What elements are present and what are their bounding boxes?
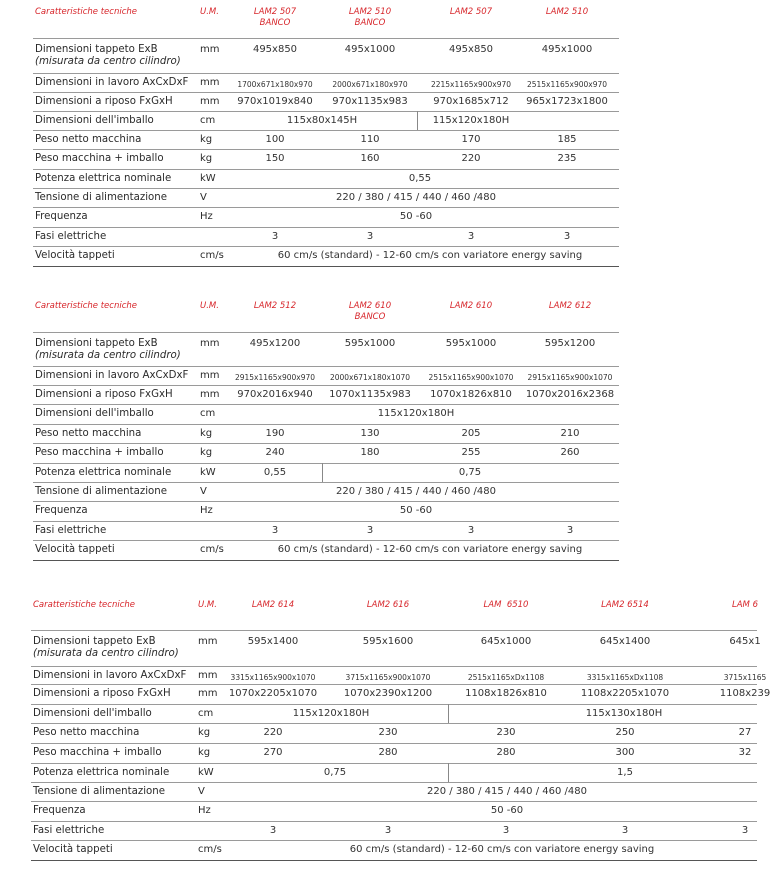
row-label-text: Potenza elettrica nominale bbox=[35, 173, 172, 184]
row-label-text: Dimensioni a riposo FxGxH bbox=[35, 389, 173, 400]
cell-value: 3 bbox=[271, 525, 279, 536]
row-label bbox=[35, 370, 188, 382]
cell-value: 595x1200 bbox=[544, 338, 596, 349]
model-header: LAM 6510 bbox=[483, 600, 529, 610]
row-label bbox=[35, 505, 88, 517]
row-unit: kg bbox=[200, 428, 213, 439]
row-label-text: Velocità tappeti bbox=[35, 250, 115, 261]
row-divider bbox=[33, 366, 619, 367]
cell-value: 115x120x180H bbox=[377, 408, 455, 419]
row-unit: V bbox=[200, 486, 207, 497]
cell-value: 595x1000 bbox=[445, 338, 497, 349]
cell-value: 970x1019x840 bbox=[237, 96, 313, 107]
row-unit: cm/s bbox=[200, 544, 224, 555]
cell-value: 495x1000 bbox=[541, 44, 593, 55]
cell-value: 595x1600 bbox=[362, 636, 414, 647]
cell-value: 60 cm/s (standard) - 12-60 cm/s con variatore energy saving bbox=[349, 844, 655, 855]
cell-value: 0,55 bbox=[408, 173, 432, 184]
cell-value: 3 bbox=[366, 525, 374, 536]
row-label-text: Potenza elettrica nominale bbox=[33, 767, 170, 778]
cell-value: 205 bbox=[461, 428, 481, 439]
row-label-text: Dimensioni tappeto ExB bbox=[35, 44, 158, 55]
model-header: LAM2 512 bbox=[253, 301, 297, 311]
cell-value: 250 bbox=[615, 727, 635, 738]
row-label bbox=[35, 338, 181, 362]
cell-value: 970x2016x940 bbox=[237, 389, 313, 400]
cell-value: 495x850 bbox=[448, 44, 494, 55]
row-unit: mm bbox=[200, 370, 220, 381]
cell-value: 2515x1165x900x1070 bbox=[428, 373, 514, 382]
row-label bbox=[35, 173, 171, 185]
row-label bbox=[35, 134, 141, 146]
cell-value: 3 bbox=[621, 825, 629, 836]
cell-value: 645x1400 bbox=[599, 636, 651, 647]
row-label bbox=[33, 825, 104, 837]
cell-value: 3 bbox=[566, 525, 574, 536]
row-label bbox=[35, 115, 154, 127]
cell-value: 2515x1165x900x970 bbox=[526, 80, 608, 89]
row-divider bbox=[31, 840, 757, 841]
row-unit: kg bbox=[200, 447, 213, 458]
row-divider bbox=[33, 169, 619, 170]
row-label-text: Dimensioni in lavoro AxCxDxF bbox=[33, 670, 187, 681]
cell-value: 970x1685x712 bbox=[433, 96, 509, 107]
row-label bbox=[35, 77, 188, 89]
row-label-note: (misurata da centro cilindro) bbox=[33, 648, 179, 659]
model-header: LAM2 507 BANCO bbox=[253, 7, 297, 28]
cell-value: 1,5 bbox=[617, 767, 633, 778]
row-divider bbox=[31, 763, 757, 764]
row-unit: kg bbox=[200, 153, 213, 164]
cell-value: 3315x1165x900x1070 bbox=[230, 673, 316, 682]
cell-value: 130 bbox=[360, 428, 380, 439]
row-divider bbox=[33, 266, 619, 267]
unit-header: U.M. bbox=[198, 600, 217, 610]
row-divider bbox=[31, 743, 757, 744]
model-header: LAM2 507 bbox=[449, 7, 493, 17]
model-header: LAM2 6514 bbox=[601, 600, 649, 610]
model-header: LAM2 510 bbox=[545, 7, 589, 17]
row-divider bbox=[33, 463, 619, 464]
cell-value: 3 bbox=[502, 825, 510, 836]
cell-value: 230 bbox=[496, 727, 516, 738]
cell-value: 645x1000 bbox=[480, 636, 532, 647]
row-unit: cm bbox=[200, 408, 216, 419]
cell-value: 1070x2390x1200 bbox=[343, 688, 433, 699]
row-label bbox=[33, 727, 139, 739]
cell-value: 220 bbox=[263, 727, 283, 738]
cell-value: 595x1000 bbox=[344, 338, 396, 349]
row-label-text: Dimensioni tappeto ExB bbox=[35, 338, 158, 349]
row-label bbox=[35, 408, 154, 420]
cell-value: 2915x1165x900x970 bbox=[234, 373, 316, 382]
row-unit: mm bbox=[198, 688, 218, 699]
cell-value: 495x850 bbox=[252, 44, 298, 55]
row-divider bbox=[31, 684, 757, 685]
model-header: LAM2 614 bbox=[251, 600, 295, 610]
row-label-text: Velocità tappeti bbox=[35, 544, 115, 555]
row-label-text: Peso netto macchina bbox=[33, 727, 140, 738]
cell-value: 3 bbox=[366, 231, 374, 242]
cell-value: 595x1400 bbox=[247, 636, 299, 647]
column-divider bbox=[417, 111, 418, 130]
row-label-text: Frequenza bbox=[35, 211, 88, 222]
row-divider bbox=[31, 860, 757, 861]
row-unit: kg bbox=[200, 134, 213, 145]
model-header: LAM 6 bbox=[732, 600, 758, 610]
cell-value: 220 / 380 / 415 / 440 / 460 /480 bbox=[336, 486, 496, 497]
row-label bbox=[35, 211, 88, 223]
row-label-text: Dimensioni dell'imballo bbox=[35, 408, 154, 419]
row-label-text: Potenza elettrica nominale bbox=[35, 467, 172, 478]
cell-value: 50 -60 bbox=[399, 211, 433, 222]
cell-value: 27 bbox=[738, 727, 752, 738]
cell-value: 220 / 380 / 415 / 440 / 460 /480 bbox=[427, 786, 587, 797]
row-label-text: Frequenza bbox=[33, 805, 86, 816]
cell-value: 0,55 bbox=[263, 467, 287, 478]
cell-value: 2000x671x180x1070 bbox=[329, 373, 411, 382]
unit-header: U.M. bbox=[200, 301, 219, 311]
table-caption: Caratteristiche tecniche bbox=[35, 7, 137, 17]
row-label bbox=[35, 486, 167, 498]
model-header: LAM2 610 BANCO bbox=[348, 301, 392, 322]
row-divider bbox=[33, 149, 619, 150]
cell-value: 2000x671x180x970 bbox=[332, 80, 408, 89]
cell-value: 300 bbox=[615, 747, 635, 758]
cell-value: 3 bbox=[741, 825, 749, 836]
cell-value: 220 bbox=[461, 153, 481, 164]
row-label bbox=[33, 786, 165, 798]
row-unit: mm bbox=[200, 44, 220, 55]
row-divider bbox=[31, 666, 757, 667]
row-label bbox=[33, 708, 152, 720]
row-unit: kW bbox=[200, 467, 216, 478]
model-header: LAM2 612 bbox=[548, 301, 592, 311]
cell-value: 115x130x180H bbox=[585, 708, 663, 719]
cell-value: 3 bbox=[271, 231, 279, 242]
row-label bbox=[35, 192, 167, 204]
table-caption: Caratteristiche tecniche bbox=[33, 600, 135, 610]
row-divider bbox=[33, 188, 619, 189]
row-label-note: (misurata da centro cilindro) bbox=[35, 350, 181, 361]
row-divider bbox=[33, 482, 619, 483]
row-label-text: Peso macchina + imballo bbox=[35, 447, 164, 458]
row-label-text: Fasi elettriche bbox=[35, 525, 107, 536]
row-label-text: Peso netto macchina bbox=[35, 428, 142, 439]
cell-value: 50 -60 bbox=[399, 505, 433, 516]
row-unit: V bbox=[200, 192, 207, 203]
row-label bbox=[35, 525, 106, 537]
row-label bbox=[33, 636, 179, 660]
column-divider bbox=[448, 763, 449, 782]
row-divider bbox=[33, 130, 619, 131]
row-unit: kW bbox=[198, 767, 214, 778]
row-label bbox=[35, 231, 106, 243]
cell-value: 115x120x180H bbox=[432, 115, 510, 126]
cell-value: 3 bbox=[467, 231, 475, 242]
row-divider bbox=[33, 73, 619, 74]
row-unit: cm bbox=[200, 115, 216, 126]
row-label-text: Frequenza bbox=[35, 505, 88, 516]
cell-value: 100 bbox=[265, 134, 285, 145]
header-divider bbox=[33, 38, 619, 39]
table-caption: Caratteristiche tecniche bbox=[35, 301, 137, 311]
cell-value: 185 bbox=[557, 134, 577, 145]
header-divider bbox=[31, 630, 757, 631]
cell-value: 190 bbox=[265, 428, 285, 439]
cell-value: 965x1723x1800 bbox=[526, 96, 608, 107]
row-label bbox=[33, 805, 86, 817]
cell-value: 1108x2205x1070 bbox=[580, 688, 670, 699]
cell-value: 115x80x145H bbox=[286, 115, 358, 126]
row-divider bbox=[33, 443, 619, 444]
row-divider bbox=[33, 227, 619, 228]
cell-value: 1070x1135x983 bbox=[329, 389, 411, 400]
row-divider bbox=[33, 521, 619, 522]
row-divider bbox=[33, 385, 619, 386]
row-label-text: Dimensioni a riposo FxGxH bbox=[35, 96, 173, 107]
row-unit: kW bbox=[200, 173, 216, 184]
row-label bbox=[33, 844, 113, 856]
row-unit: mm bbox=[200, 77, 220, 88]
cell-value: 210 bbox=[560, 428, 580, 439]
row-divider bbox=[33, 540, 619, 541]
row-label bbox=[35, 467, 171, 479]
row-label-text: Dimensioni dell'imballo bbox=[33, 708, 152, 719]
cell-value: 280 bbox=[378, 747, 398, 758]
row-unit: mm bbox=[198, 670, 218, 681]
cell-value: 495x1000 bbox=[344, 44, 396, 55]
cell-value: 3 bbox=[467, 525, 475, 536]
row-label bbox=[35, 44, 181, 68]
row-unit: mm bbox=[198, 636, 218, 647]
row-divider bbox=[33, 92, 619, 93]
row-divider bbox=[33, 501, 619, 502]
row-unit: Hz bbox=[198, 805, 211, 816]
cell-value: 110 bbox=[360, 134, 380, 145]
model-header: LAM2 616 bbox=[366, 600, 410, 610]
row-label-text: Dimensioni dell'imballo bbox=[35, 115, 154, 126]
row-unit: mm bbox=[200, 338, 220, 349]
row-label-text: Tensione di alimentazione bbox=[33, 786, 166, 797]
row-label-text: Dimensioni in lavoro AxCxDxF bbox=[35, 77, 189, 88]
row-label bbox=[35, 447, 164, 459]
row-label-text: Peso netto macchina bbox=[35, 134, 142, 145]
cell-value: 2915x1165x900x1070 bbox=[527, 373, 613, 382]
cell-value: 260 bbox=[560, 447, 580, 458]
row-label-text: Dimensioni tappeto ExB bbox=[33, 636, 156, 647]
row-divider bbox=[33, 560, 619, 561]
row-label-text: Tensione di alimentazione bbox=[35, 192, 168, 203]
row-unit: mm bbox=[200, 96, 220, 107]
cell-value: 1700x671x180x970 bbox=[237, 80, 313, 89]
cell-value: 1070x1826x810 bbox=[430, 389, 512, 400]
row-unit: Hz bbox=[200, 505, 213, 516]
cell-value: 3315x1165xDx1108 bbox=[586, 673, 664, 682]
row-label-text: Velocità tappeti bbox=[33, 844, 113, 855]
row-unit: V bbox=[198, 786, 205, 797]
row-label-text: Peso macchina + imballo bbox=[35, 153, 164, 164]
cell-value: 3715x1165 bbox=[723, 673, 767, 682]
cell-value: 1108x1826x810 bbox=[465, 688, 547, 699]
row-divider bbox=[33, 246, 619, 247]
cell-value: 270 bbox=[263, 747, 283, 758]
cell-value: 32 bbox=[738, 747, 752, 758]
row-divider bbox=[31, 704, 757, 705]
row-unit: Hz bbox=[200, 211, 213, 222]
cell-value: 115x120x180H bbox=[292, 708, 370, 719]
column-divider bbox=[322, 463, 323, 482]
cell-value: 645x1 bbox=[729, 636, 761, 647]
row-divider bbox=[33, 111, 619, 112]
row-divider bbox=[31, 782, 757, 783]
row-divider bbox=[31, 723, 757, 724]
row-label-text: Tensione di alimentazione bbox=[35, 486, 168, 497]
cell-value: 180 bbox=[360, 447, 380, 458]
row-label-text: Fasi elettriche bbox=[33, 825, 105, 836]
row-label-text: Fasi elettriche bbox=[35, 231, 107, 242]
cell-value: 2215x1165x900x970 bbox=[430, 80, 512, 89]
cell-value: 1108x239 bbox=[719, 688, 770, 699]
cell-value: 170 bbox=[461, 134, 481, 145]
cell-value: 160 bbox=[360, 153, 380, 164]
row-label-text: Dimensioni a riposo FxGxH bbox=[33, 688, 171, 699]
row-unit: cm/s bbox=[200, 250, 224, 261]
row-unit: kg bbox=[198, 727, 211, 738]
cell-value: 60 cm/s (standard) - 12-60 cm/s con variatore energy saving bbox=[277, 544, 583, 555]
row-label bbox=[33, 670, 186, 682]
cell-value: 2515x1165xDx1108 bbox=[467, 673, 545, 682]
cell-value: 255 bbox=[461, 447, 481, 458]
cell-value: 0,75 bbox=[323, 767, 347, 778]
row-label bbox=[35, 428, 141, 440]
cell-value: 150 bbox=[265, 153, 285, 164]
row-unit: cm/s bbox=[198, 844, 222, 855]
column-divider bbox=[448, 704, 449, 723]
cell-value: 280 bbox=[496, 747, 516, 758]
row-label bbox=[33, 688, 171, 700]
cell-value: 1070x2016x2368 bbox=[525, 389, 615, 400]
cell-value: 235 bbox=[557, 153, 577, 164]
cell-value: 60 cm/s (standard) - 12-60 cm/s con variatore energy saving bbox=[277, 250, 583, 261]
cell-value: 240 bbox=[265, 447, 285, 458]
cell-value: 50 -60 bbox=[490, 805, 524, 816]
cell-value: 3 bbox=[563, 231, 571, 242]
row-label-text: Peso macchina + imballo bbox=[33, 747, 162, 758]
cell-value: 1070x2205x1070 bbox=[228, 688, 318, 699]
row-divider bbox=[31, 801, 757, 802]
cell-value: 230 bbox=[378, 727, 398, 738]
header-divider bbox=[33, 332, 619, 333]
row-label bbox=[35, 153, 164, 165]
cell-value: 0,75 bbox=[458, 467, 482, 478]
row-unit: cm bbox=[198, 708, 214, 719]
row-label bbox=[35, 96, 173, 108]
row-divider bbox=[31, 821, 757, 822]
row-label bbox=[35, 250, 115, 262]
row-divider bbox=[33, 424, 619, 425]
row-label bbox=[35, 389, 173, 401]
row-label bbox=[33, 747, 162, 759]
cell-value: 3715x1165x900x1070 bbox=[345, 673, 431, 682]
cell-value: 3 bbox=[384, 825, 392, 836]
row-divider bbox=[33, 207, 619, 208]
row-label bbox=[33, 767, 169, 779]
model-header: LAM2 610 bbox=[449, 301, 493, 311]
unit-header: U.M. bbox=[200, 7, 219, 17]
row-label bbox=[35, 544, 115, 556]
cell-value: 495x1200 bbox=[249, 338, 301, 349]
model-header: LAM2 510 BANCO bbox=[348, 7, 392, 28]
cell-value: 970x1135x983 bbox=[332, 96, 408, 107]
row-unit: kg bbox=[198, 747, 211, 758]
row-unit: mm bbox=[200, 389, 220, 400]
cell-value: 3 bbox=[269, 825, 277, 836]
cell-value: 220 / 380 / 415 / 440 / 460 /480 bbox=[336, 192, 496, 203]
row-label-note: (misurata da centro cilindro) bbox=[35, 56, 181, 67]
row-label-text: Dimensioni in lavoro AxCxDxF bbox=[35, 370, 189, 381]
row-divider bbox=[33, 404, 619, 405]
